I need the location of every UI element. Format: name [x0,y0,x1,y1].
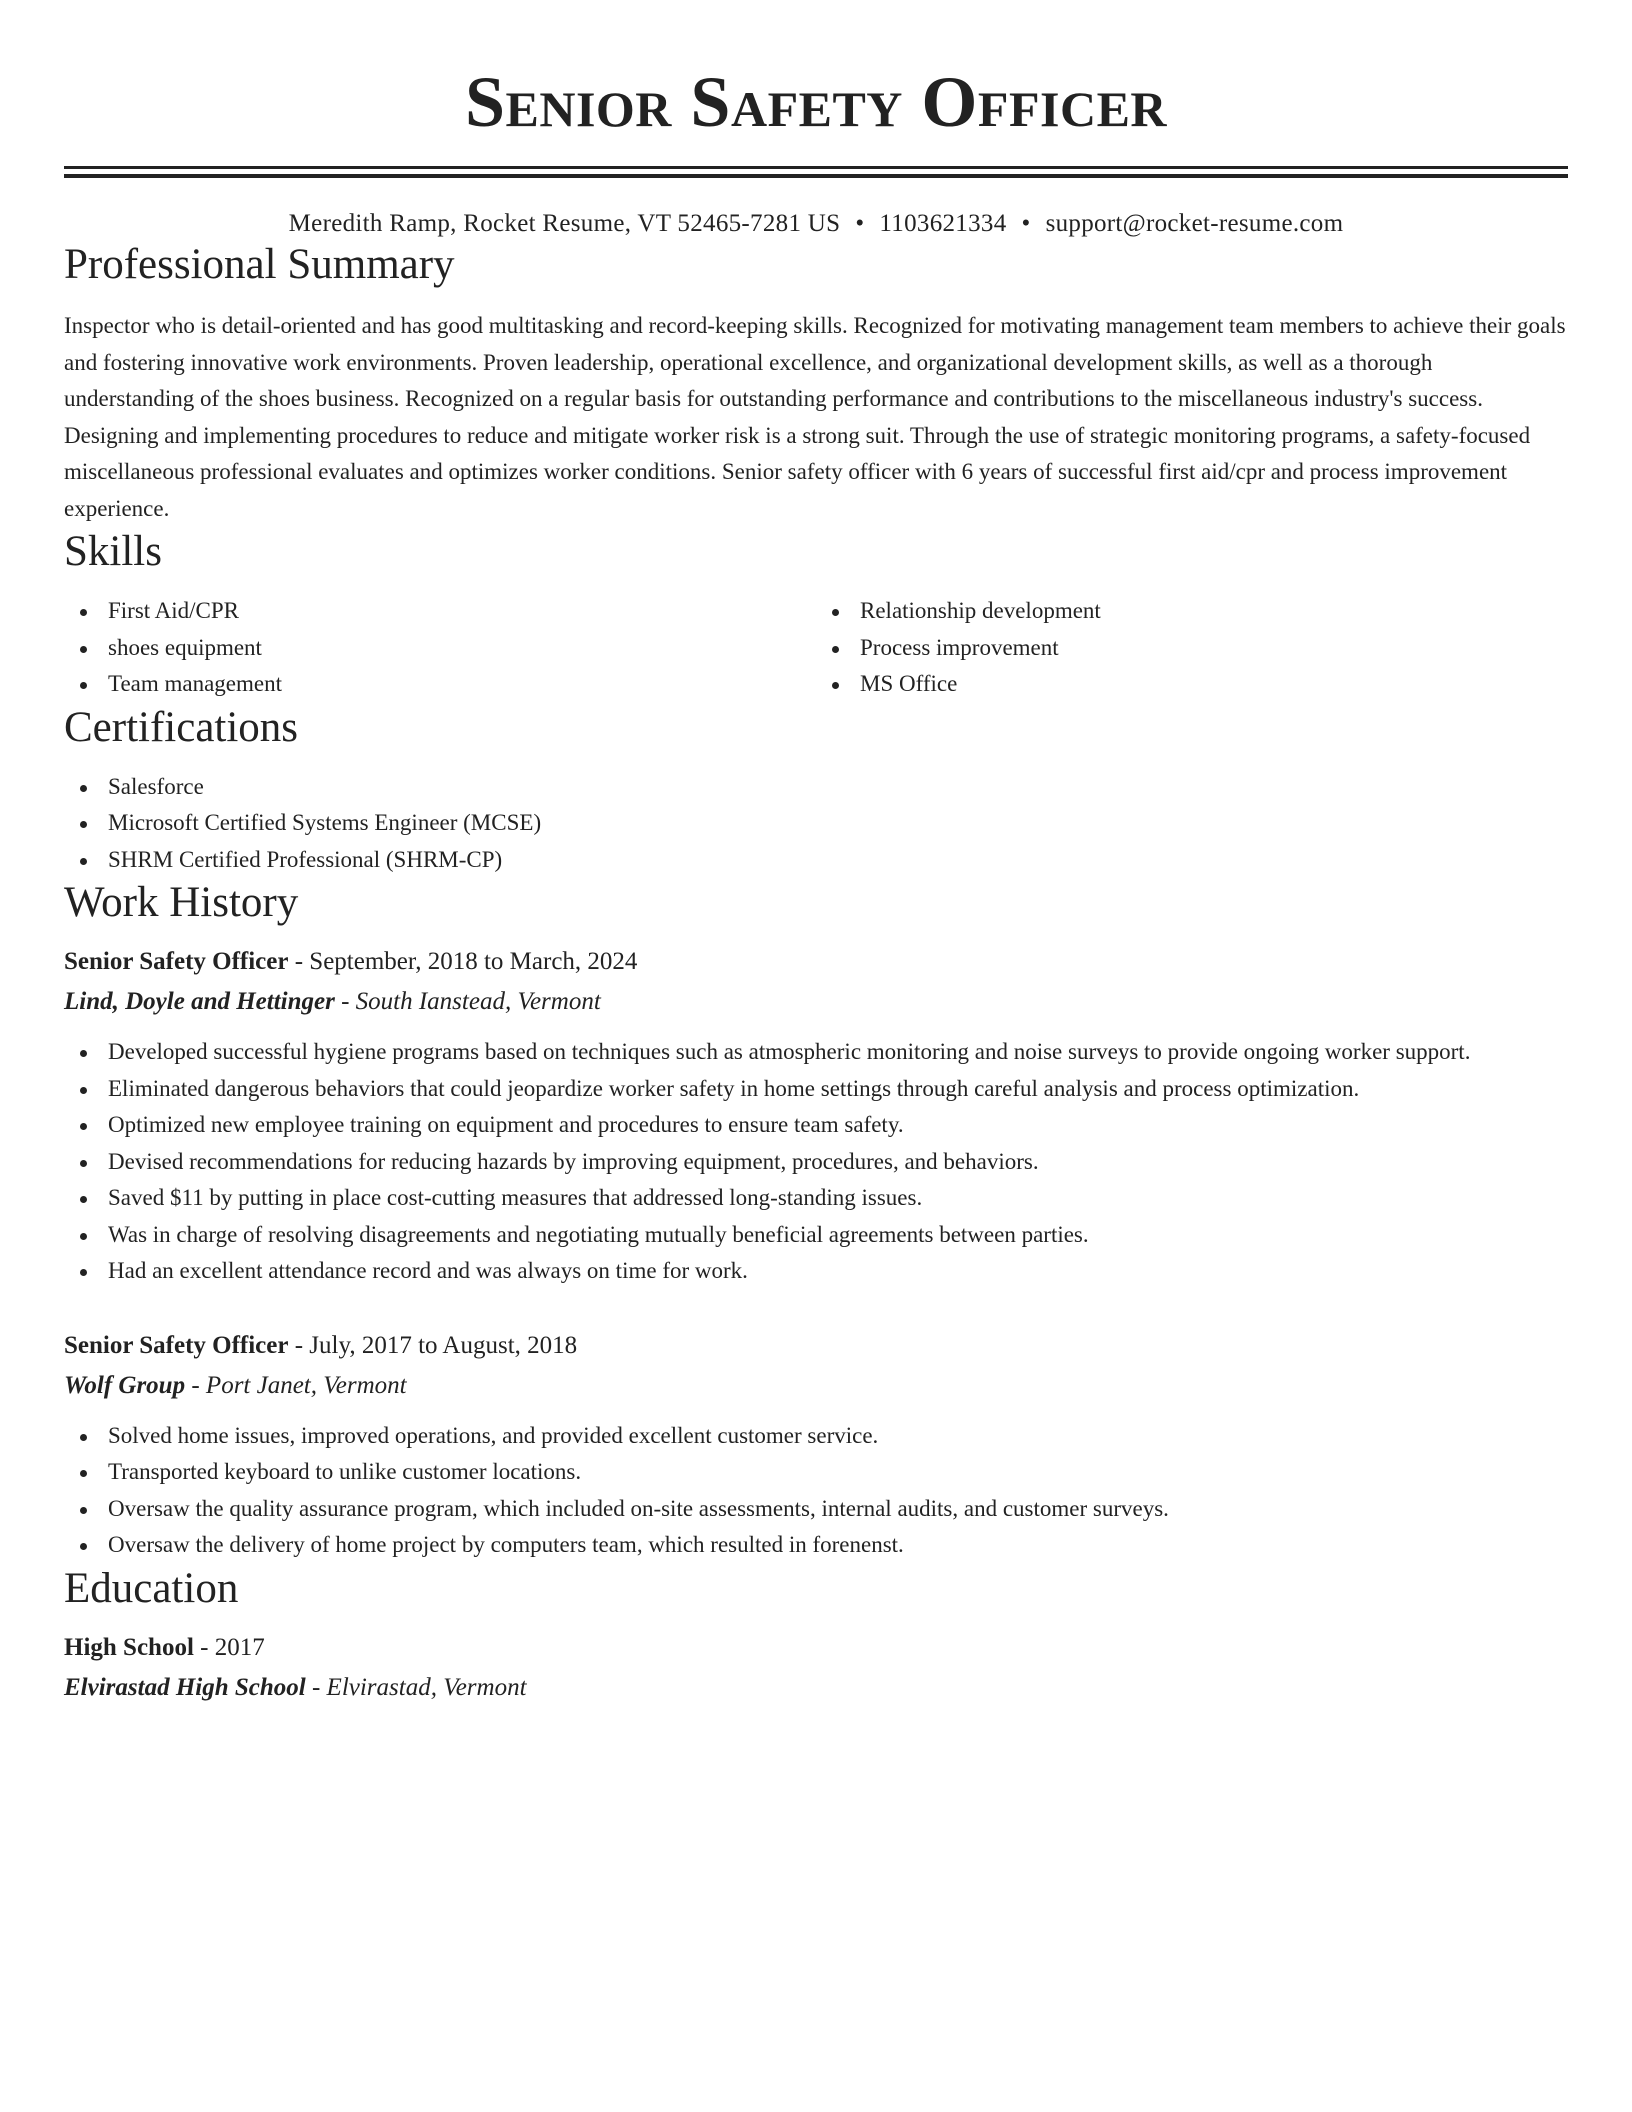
education-heading: Education [64,1564,239,1612]
job-title: Senior Safety Officer [64,1331,289,1359]
certifications-heading: Certifications [64,703,299,751]
job-duty-item: Solved home issues, improved operations, and provided excellent customer service. [64,1418,1568,1455]
bullet-separator: • [855,210,865,237]
job-duty-item: Was in charge of resolving disagreements and negotiating mutually beneficial agreements between parties. [64,1217,1568,1254]
skill-item: shoes equipment [64,630,816,667]
certification-item: Salesforce [64,769,1568,806]
skill-item: MS Office [816,666,1568,703]
company-location: - Port Janet, Vermont [185,1371,407,1399]
company-line [64,1366,1568,1406]
school-location: - Elvirastad, Vermont [305,1673,527,1701]
skill-item: First Aid/CPR [64,593,816,630]
job-entry [64,1326,1568,1564]
certifications-list [64,769,1568,879]
school-name: Elvirastad High School [64,1673,306,1701]
skill-item: Team management [64,666,816,703]
certification-item: SHRM Certified Professional (SHRM-CP) [64,842,1568,879]
certification-item: Microsoft Certified Systems Engineer (MCSE) [64,805,1568,842]
bullet-separator: • [1021,210,1031,237]
company-name: Wolf Group [64,1371,186,1399]
skills-column-right [816,593,1568,703]
contact-address: Meredith Ramp, Rocket Resume, VT 52465-7281 US [288,210,841,237]
job-duty-item: Eliminated dangerous behaviors that could jeopardize worker safety in home settings through careful analysis and process optimization. [64,1071,1568,1108]
title-divider [64,166,1568,178]
company-name: Lind, Doyle and Hettinger [64,988,335,1015]
company-location: - South Ianstead, Vermont [334,988,601,1015]
job-duty-item: Oversaw the delivery of home project by computers team, which resulted in forenenst. [64,1527,1568,1564]
work-history-heading: Work History [64,879,299,926]
job-title-line [64,942,1568,982]
job-title: Senior Safety Officer [64,948,289,975]
job-duty-item: Saved $11 by putting in place cost-cutting measures that addressed long-standing issues. [64,1180,1568,1217]
skills-columns [64,593,1568,703]
job-duty-item: Developed successful hygiene programs based on techniques such as atmospheric monitoring and noise surveys to provide ongoing worker support. [64,1034,1568,1071]
job-duties-list [64,1418,1568,1564]
contact-phone: 1103621334 [879,210,1007,237]
education-school-line [64,1668,1568,1708]
job-duty-item: Oversaw the quality assurance program, which included on-site assessments, internal audits, and customer surveys. [64,1491,1568,1528]
job-dates: - July, 2017 to August, 2018 [288,1331,578,1359]
job-duty-item: Had an excellent attendance record and was always on time for work. [64,1253,1568,1290]
job-duty-item: Devised recommendations for reducing hazards by improving equipment, procedures, and behaviors. [64,1144,1568,1181]
skills-heading: Skills [64,528,162,575]
education-year: - 2017 [193,1633,265,1661]
job-duty-item: Optimized new employee training on equipment and procedures to ensure team safety. [64,1107,1568,1144]
skill-item: Relationship development [816,593,1568,630]
company-line [64,982,1568,1022]
skills-list-left [64,593,816,703]
education-degree: High School [64,1633,194,1661]
summary-text: Inspector who is detail-oriented and has good multitasking and record-keeping skills. Recognized for motivating management team members to achieve their goals and fostering innovative work environments. Proven leadership, operational excellence, and organizational development skills, as well as a thorough understanding of the shoes business. Recognized on a regular basis for outstanding performance and contributions to the miscellaneous industry's success. Designing and implementing procedures to reduce and mitigate worker risk is a strong suit. Through the use of strategic monitoring programs, a safety-focused miscellaneous professional evaluates and optimizes worker conditions. Senior safety officer with 6 years of successful first aid/cpr and process improvement experience. [64,313,1566,521]
skill-item: Process improvement [816,630,1568,667]
skills-list-right [816,593,1568,703]
resume-title: Senior Safety Officer [464,62,1168,142]
job-title-line [64,1326,1568,1366]
skills-column-left [64,593,816,703]
job-duties-list [64,1034,1568,1290]
job-entry [64,942,1568,1290]
job-dates: - September, 2018 to March, 2024 [288,948,638,975]
summary-heading: Professional Summary [64,241,455,288]
education-degree-line [64,1628,1568,1668]
contact-line [64,208,1568,240]
job-duty-item: Transported keyboard to unlike customer locations. [64,1454,1568,1491]
contact-email: support@rocket-resume.com [1045,210,1344,237]
